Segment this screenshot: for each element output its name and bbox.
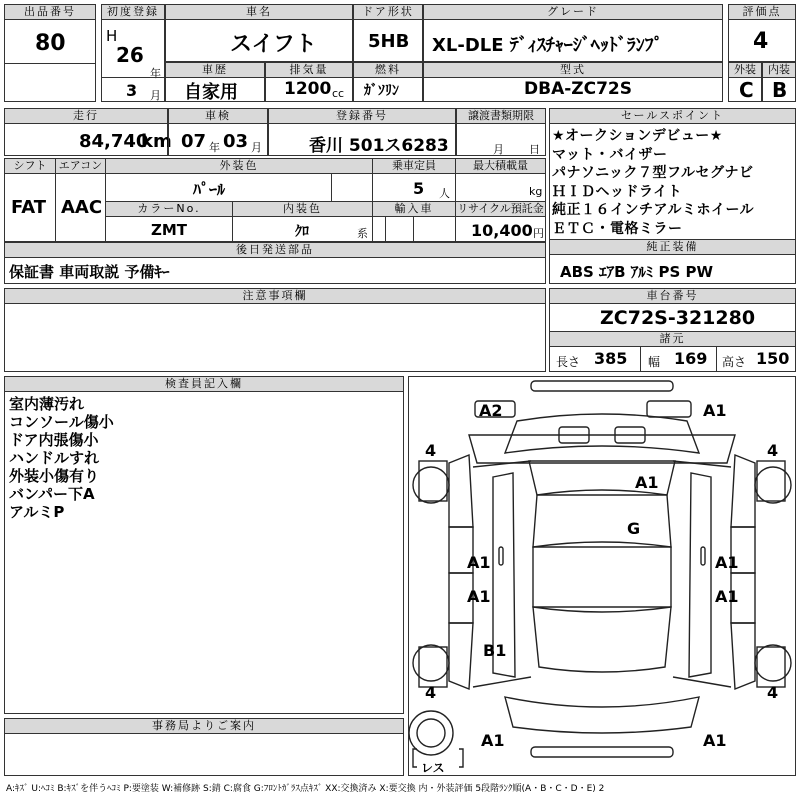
displacement-value: 1200 (284, 79, 332, 99)
displacement-label: 排気量 (266, 63, 352, 78)
notes-label: 注意事項欄 (5, 289, 545, 304)
mark-rear-bottom-left: A1 (481, 731, 505, 750)
chassis-box (549, 288, 796, 372)
inspector-line: バンパー下A (9, 485, 95, 503)
score-label: 評価点 (729, 5, 795, 20)
inspector-line: ハンドルすれ (9, 449, 100, 467)
equipment-label: 純正装備 (550, 240, 795, 255)
spare-tire: レス (421, 761, 445, 775)
max-load-label: 最大積載量 (456, 159, 545, 174)
model-code-box (423, 62, 723, 102)
mark-fl-door: A1 (467, 553, 491, 572)
mileage-box (4, 108, 172, 156)
grade-value: XL-DLE ﾃﾞｨｽﾁｬｰｼﾞﾍｯﾄﾞﾗﾝﾌﾟ (432, 35, 663, 56)
history-value: 自家用 (184, 82, 238, 103)
recycle-unit: 円 (533, 227, 544, 240)
sales-point-line: 純正１６インチアルミホイール (552, 202, 755, 218)
dims-width-label: 幅 (648, 355, 661, 369)
dims-height-label: 高さ (722, 355, 747, 369)
score-box (728, 4, 796, 62)
chassis-value: ZC72S-321280 (600, 307, 756, 329)
tire-tr: 4 (767, 441, 779, 460)
sales-point-line: ＥＴＣ・電格ミラー (552, 220, 683, 237)
office-label: 事務局よりご案内 (5, 719, 403, 734)
car-name-value: スイフト (230, 32, 317, 57)
int-grade-value: B (772, 78, 788, 102)
first-reg-box (101, 4, 165, 102)
sales-point-line: ★オークションデビュー★ (552, 128, 723, 144)
office-box (4, 718, 404, 776)
transfer-month-unit: 月 (493, 143, 504, 156)
mark-windshield: G (627, 519, 641, 538)
lot-value: 80 (35, 31, 66, 56)
recycle-label: リサイクル預託金 (457, 202, 544, 215)
int-grade-label: 内装 (763, 63, 795, 78)
notes-box (4, 288, 546, 372)
dims-label: 諸元 (550, 331, 795, 347)
dims-length-label: 長さ (556, 355, 581, 369)
inspection-month: 03 (223, 131, 249, 152)
mileage-value: 84,740 (79, 131, 149, 152)
score-value: 4 (753, 29, 769, 54)
car-name-box (165, 4, 353, 62)
mileage-label: 走行 (5, 109, 167, 124)
model-code-value: DBA-ZC72S (524, 79, 632, 99)
grade-box (423, 4, 723, 62)
legend: A:ｷｽﾞ U:ﾍｺﾐ B:ｷｽﾞを伴うﾍｺﾐ P:要塗装 W:補修跡 S:錆 C:腐食 G:ﾌﾛﾝﾄｶﾞﾗｽ点ｷｽﾞ XX:交換済み X:要交換 内・外装評価 5段階ﾗﾝｸ順(A・B・C・D・E) 2 (6, 784, 605, 794)
first-reg-label: 初度登録 (102, 5, 164, 20)
door-box (353, 4, 423, 62)
mark-rear-bottom-right: A1 (703, 731, 727, 750)
capacity-unit: 人 (439, 187, 450, 200)
sales-point-line: パナソニック７型フルセグナビ (552, 165, 754, 181)
plate-label: 登録番号 (269, 109, 455, 124)
first-reg-month: 3 (126, 81, 138, 100)
history-label: 車歴 (166, 63, 264, 78)
first-reg-month-unit: 月 (150, 89, 161, 102)
tire-bl: 4 (425, 683, 437, 702)
capacity-label: 乗車定員 (373, 159, 455, 174)
later-items-label: 後日発送部品 (5, 243, 545, 258)
inspection-month-unit: 月 (251, 141, 262, 154)
inspector-line: 室内薄汚れ (9, 395, 85, 413)
aircon-value: AAC (61, 197, 103, 218)
ext-color-label: 外装色 (106, 159, 372, 174)
int-color-label: 内装色 (233, 202, 372, 217)
later-items-value: 保証書 車両取説 予備ｷｰ (9, 263, 170, 281)
import-label: 輸入車 (373, 202, 455, 217)
sales-point-line: ＨＩＤヘッドライト (552, 183, 683, 200)
fuel-label: 燃料 (354, 63, 422, 78)
inspection-year-unit: 年 (209, 141, 220, 154)
shift-label: シフト (5, 159, 55, 174)
ext-color-value: ﾊﾟｰﾙ (193, 180, 226, 199)
equipment-value: ABS ｴｱB ｱﾙﾐ PS PW (560, 263, 714, 281)
displacement-unit: cc (332, 87, 345, 100)
int-color-unit: 系 (357, 227, 368, 240)
inspector-box (4, 376, 404, 714)
int-color-value: ｸﾛ (295, 224, 309, 240)
mark-hood: A1 (635, 473, 659, 492)
int-grade-box (762, 62, 796, 102)
inspector-line: コンソール傷小 (9, 413, 114, 431)
model-code-label: 型式 (424, 63, 722, 78)
plate-box (268, 108, 456, 156)
grade-label: グレード (424, 5, 722, 20)
transfer-box (456, 108, 546, 156)
ext-grade-value: C (739, 78, 754, 102)
displacement-box (265, 62, 353, 102)
tire-br: 4 (767, 683, 779, 702)
fuel-box (353, 62, 423, 102)
transfer-label: 譲渡書類期限 (457, 109, 545, 124)
car-diagram (408, 376, 796, 776)
chassis-label: 車台番号 (550, 289, 795, 304)
plate-value: 香川 501ス6283 (309, 136, 449, 156)
dims-width-value: 169 (674, 349, 708, 368)
car-name-label: 車名 (166, 5, 352, 20)
ext-grade-box (728, 62, 762, 102)
sales-point-line: マット・バイザー (552, 146, 668, 163)
inspector-line: アルミP (9, 503, 65, 521)
color-no-value: ZMT (151, 221, 188, 239)
sales-point-lines (552, 127, 754, 238)
ext-grade-label: 外装 (729, 63, 761, 78)
capacity-value: 5 (413, 179, 425, 198)
door-value: 5HB (368, 31, 410, 52)
door-label: ドア形状 (354, 5, 422, 20)
mark-front-left: A2 (479, 401, 503, 420)
mark-rear-left: B1 (483, 641, 507, 660)
transfer-day-unit: 日 (529, 143, 540, 156)
lot-box (4, 4, 96, 102)
color-no-label: カラーNo. (106, 202, 232, 217)
first-reg-year: 26 (116, 43, 144, 67)
car-outline (409, 377, 795, 775)
dims-length-value: 385 (594, 349, 628, 368)
first-reg-era: H (106, 27, 118, 45)
lot-label: 出品番号 (5, 5, 95, 20)
mark-rr-door: A1 (715, 587, 739, 606)
tire-tl: 4 (425, 441, 437, 460)
mileage-unit: km (141, 131, 172, 152)
dims-height-value: 150 (756, 349, 790, 368)
shift-value: FAT (11, 197, 47, 218)
inspector-line: ドア内張傷小 (9, 431, 99, 449)
inspector-label: 検査員記入欄 (5, 377, 403, 392)
history-box (165, 62, 265, 102)
mark-fr-door: A1 (715, 553, 739, 572)
fuel-value: ｶﾞｿﾘﾝ (364, 83, 399, 99)
inspection-box (168, 108, 268, 156)
later-items-box (4, 242, 546, 284)
inspector-lines (9, 395, 114, 521)
mark-rl-door: A1 (467, 587, 491, 606)
first-reg-year-unit: 年 (150, 67, 161, 80)
recycle-value: 10,400 (471, 221, 533, 240)
max-load-unit: kg (529, 185, 543, 198)
spec-block (4, 158, 546, 242)
inspection-year: 07 (181, 131, 207, 152)
sales-point-box (549, 108, 796, 284)
inspector-line: 外装小傷有り (9, 467, 100, 485)
mark-front-right: A1 (703, 401, 727, 420)
sales-point-label: セールスポイント (550, 109, 795, 124)
inspection-label: 車検 (169, 109, 267, 124)
aircon-label: エアコン (55, 159, 105, 174)
